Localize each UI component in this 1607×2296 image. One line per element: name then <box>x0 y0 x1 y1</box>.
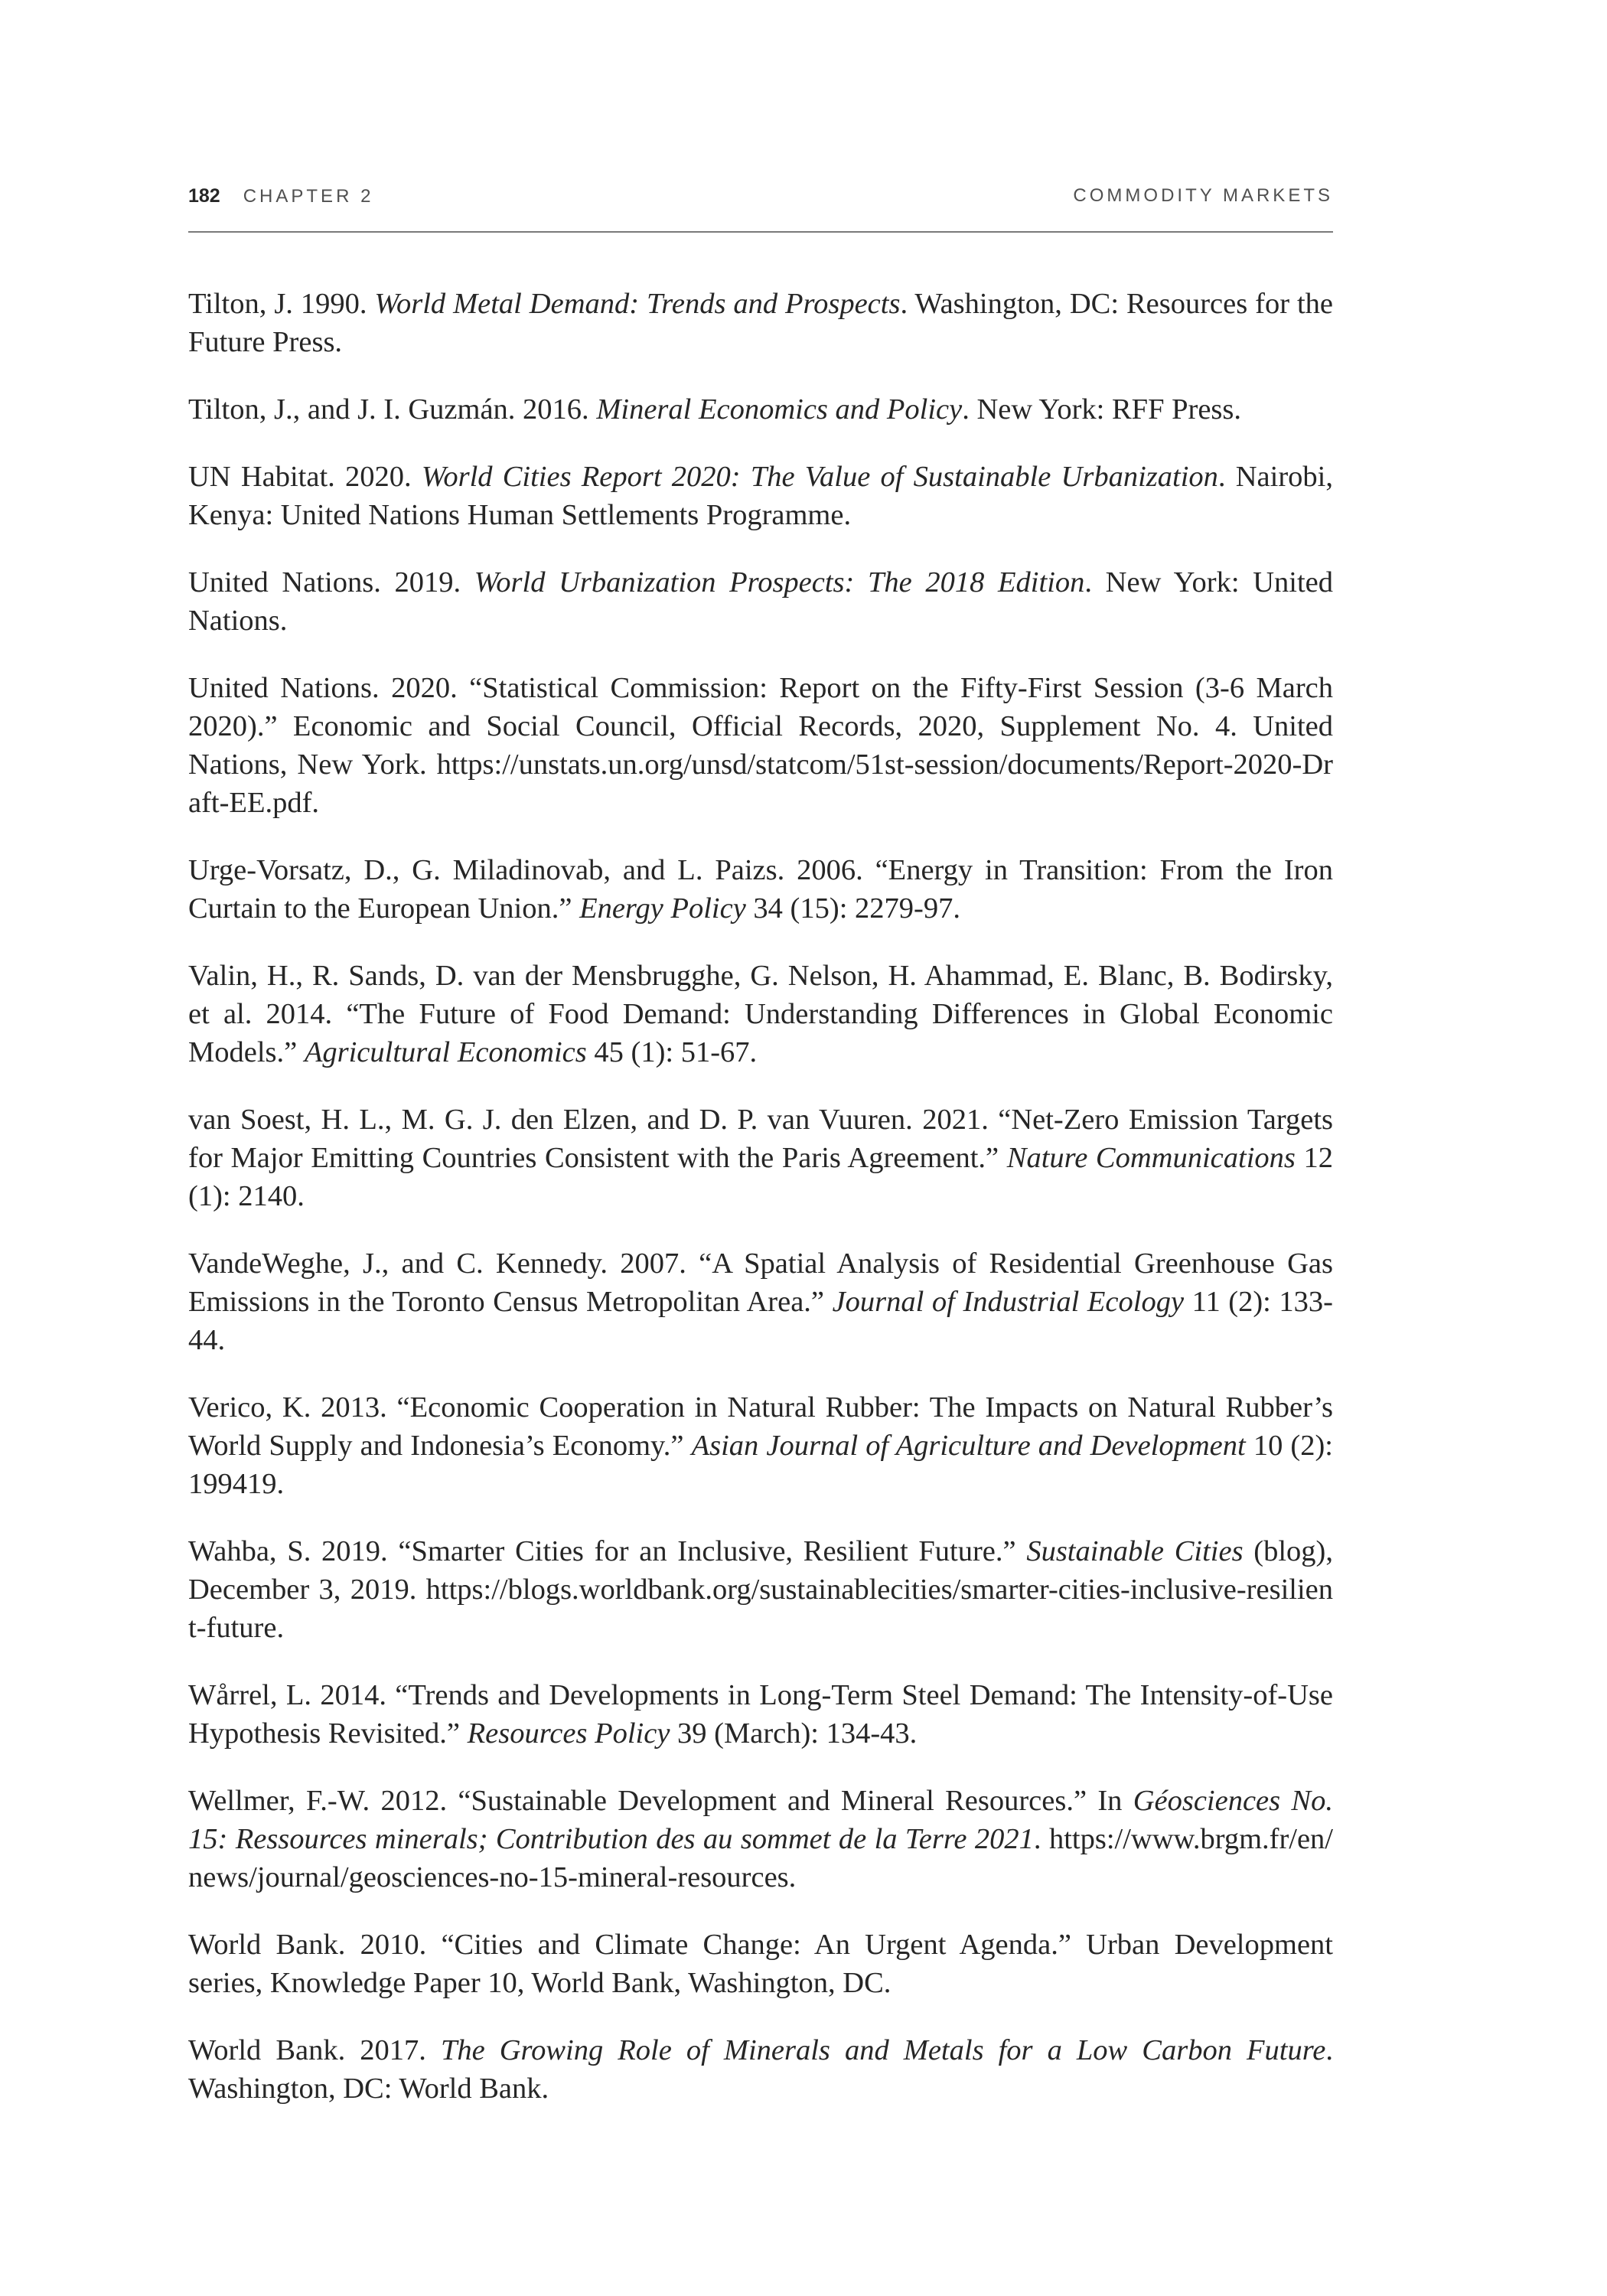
reference-entry: United Nations. 2020. “Statistical Commission: Report on the Fifty-First Session (3-6 March 2020).” Economic and Social Council, Official Records, 2020, Supplement No. 4. United Nations, New York. https://unstats.un.org/unsd/statcom/51st-session/documents/Report-2020-Draft-EE.pdf. <box>188 672 1333 819</box>
reference-entry: Wahba, S. 2019. “Smarter Cities for an Inclusive, Resilient Future.” Sustainable Cities (blog), December 3, 2019. https://blogs.worldbank.org/sustainablecities/smarter-cities-inclusive-resilient-future. <box>188 1535 1333 1644</box>
reference-entry: VandeWeghe, J., and C. Kennedy. 2007. “A Spatial Analysis of Residential Greenhouse Gas Emissions in the Toronto Census Metropolitan Area.” Journal of Industrial Ecology 11 (2): 133-44. <box>188 1247 1333 1356</box>
reference-entry: Verico, K. 2013. “Economic Cooperation in Natural Rubber: The Impacts on Natural Rubber’s World Supply and Indonesia’s Economy.” Asian Journal of Agriculture and Development 10 (2): 199419. <box>188 1391 1334 1500</box>
reference-entry: Tilton, J. 1990. World Metal Demand: Trends and Prospects. Washington, DC: Resources for the Future Press. <box>188 288 1333 358</box>
reference-entry: Valin, H., R. Sands, D. van der Mensbrugghe, G. Nelson, H. Ahammad, E. Blanc, B. Bodirsky, et al. 2014. “The Future of Food Demand: Understanding Differences in Global Economic Models.” Agricultural Economics 45 (1): 51-67. <box>188 960 1333 1068</box>
reference-entry: Wårrel, L. 2014. “Trends and Developments in Long-Term Steel Demand: The Intensity-of-Use Hypothesis Revisited.” Resources Policy 39 (March): 134-43. <box>188 1679 1333 1750</box>
reference-link[interactable]: https://blogs.worldbank.org/sustainablecities/smarter-cities-inclusive-resilient-future <box>188 1574 1333 1644</box>
reference-entry: World Bank. 2017. The Growing Role of Minerals and Metals for a Low Carbon Future. Washington, DC: World Bank. <box>188 2034 1333 2105</box>
reference-link[interactable]: https://unstats.un.org/unsd/statcom/51st-session/documents/Report-2020-Draft-EE.pdf <box>188 748 1333 819</box>
reference-link[interactable]: https://www.brgm.fr/en/news/journal/geosciences-no-15-mineral-resources <box>188 1823 1334 1893</box>
reference-entry: van Soest, H. L., M. G. J. den Elzen, and D. P. van Vuuren. 2021. “Net-Zero Emission Targets for Major Emitting Countries Consistent with the Paris Agreement.” Nature Communications 12 (1): 2140. <box>188 1104 1334 1212</box>
reference-entry: Tilton, J., and J. I. Guzmán. 2016. Mineral Economics and Policy. New York: RFF Press. <box>188 393 1242 426</box>
reference-entry: Wellmer, F.-W. 2012. “Sustainable Development and Mineral Resources.” In Géosciences No. 15: Ressources minerals; Contribution des au sommet de la Terre 2021. https://www.brgm.fr/en/news/journal/geosciences-no-15-mineral-resources. <box>188 1785 1334 1893</box>
reference-entry: United Nations. 2019. World Urbanization Prospects: The 2018 Edition. New York: United Nations. <box>188 566 1333 637</box>
page-number: 182 <box>188 185 220 207</box>
reference-entry: UN Habitat. 2020. World Cities Report 2020: The Value of Sustainable Urbanization. Nairobi, Kenya: United Nations Human Settlements Programme. <box>188 461 1333 531</box>
chapter-label: CHAPTER 2 <box>243 186 374 207</box>
running-title: COMMODITY MARKETS <box>1073 185 1333 206</box>
reference-list <box>188 285 1333 2137</box>
page-header <box>188 182 1333 233</box>
reference-entry: Urge-Vorsatz, D., G. Miladinovab, and L. Paizs. 2006. “Energy in Transition: From the Iron Curtain to the European Union.” Energy Policy 34 (15): 2279-97. <box>188 854 1333 925</box>
header-left <box>188 185 373 207</box>
reference-entry: World Bank. 2010. “Cities and Climate Change: An Urgent Agenda.” Urban Development series, Knowledge Paper 10, World Bank, Washington, DC. <box>188 1929 1333 1999</box>
